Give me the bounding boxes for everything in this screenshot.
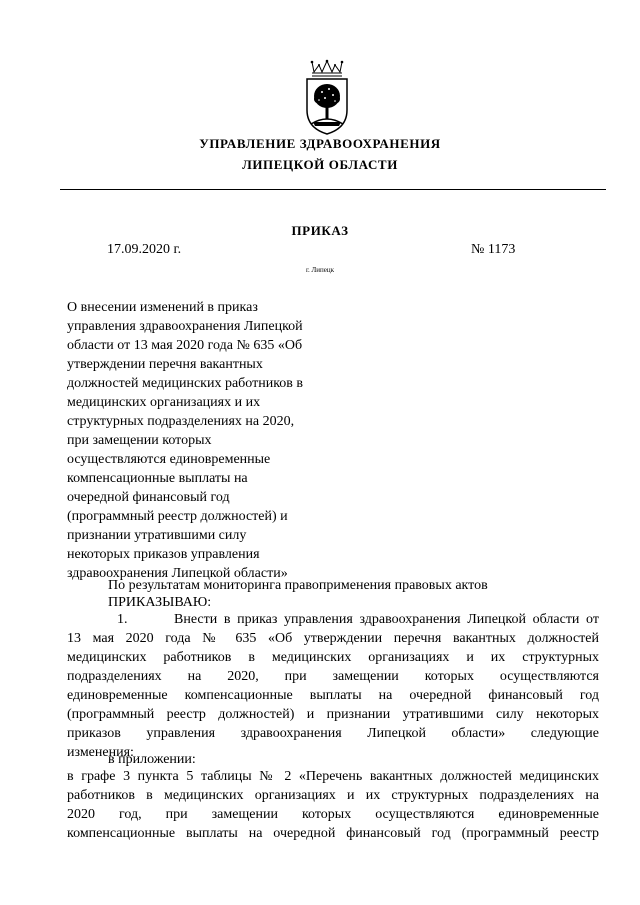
header-divider [60,189,606,190]
paragraph-line: 13 мая 2020 года № 635 «Об утверждении перечня вакантных должностей [67,631,599,646]
paragraph-line: компенсационные выплаты на очередной финансовый год (программный реестр [67,826,599,841]
paragraph-line: 2020 год, при замещении которых осуществляются единовременные [67,807,599,822]
subject-line: утверждении перечня вакантных [67,357,263,372]
paragraph-line: приказов управления здравоохранения Липецкой области» следующие [67,726,599,741]
subject-line: структурных подразделениях на 2020, [67,414,295,429]
paragraph-number: 1. [117,612,128,627]
subject-line: очередной финансовый год [67,490,230,505]
paragraph-1-first-line: Внести в приказ управления здравоохранения Липецкой области от [174,612,599,627]
document-place: г. Липецк [305,266,335,274]
document-number: № 1173 [471,242,516,257]
column-3-paragraph [67,767,599,843]
subject-line: должностей медицинских работников в [67,376,304,391]
subject-line: (программный реестр должностей) и [67,509,288,524]
paragraph-1-body [67,629,599,762]
document-subject [67,298,367,583]
coat-of-arms-icon [302,58,352,136]
subject-line: области от 13 мая 2020 года № 635 «Об [67,338,303,353]
preamble-text: По результатам мониторинга правоприменения правовых актов [108,578,488,593]
organization-name-line2: ЛИПЕЦКОЙ ОБЛАСТИ [242,157,398,172]
document-date: 17.09.2020 г. [107,242,182,257]
paragraph-line: единовременные компенсационные выплаты на очередной финансовый год [67,688,599,703]
organization-name-line1: УПРАВЛЕНИЕ ЗДРАВООХРАНЕНИЯ [199,136,441,151]
paragraph-line: работников в медицинских организациях и их структурных подразделениях на [67,788,599,803]
subject-line: при замещении которых [67,433,212,448]
paragraph-line: медицинских работников в медицинских организациях и их структурных [67,650,599,665]
paragraph-line: изменения: [67,745,134,760]
document-type: ПРИКАЗ [291,223,349,238]
paragraph-line: подразделениях на 2020, при замещении которых осуществляются [67,669,599,684]
subject-line: медицинских организациях и их [67,395,261,410]
paragraph-line: (программный реестр должностей) и признании утратившими силу некоторых [67,707,599,722]
subject-line: осуществляются единовременные [67,452,271,467]
paragraph-line: в графе 3 пункта 5 таблицы № 2 «Перечень вакантных должностей медицинских [67,769,599,784]
subject-line: управления здравоохранения Липецкой [67,319,303,334]
appendix-heading: в приложении: [108,752,196,767]
subject-line: некоторых приказов управления [67,547,260,562]
subject-line: здравоохранения Липецкой области» [67,566,288,581]
order-keyword: ПРИКАЗЫВАЮ: [108,595,212,610]
subject-line: О внесении изменений в приказ [67,300,258,315]
subject-line: признании утратившими силу [67,528,247,543]
subject-line: компенсационные выплаты на [67,471,248,486]
